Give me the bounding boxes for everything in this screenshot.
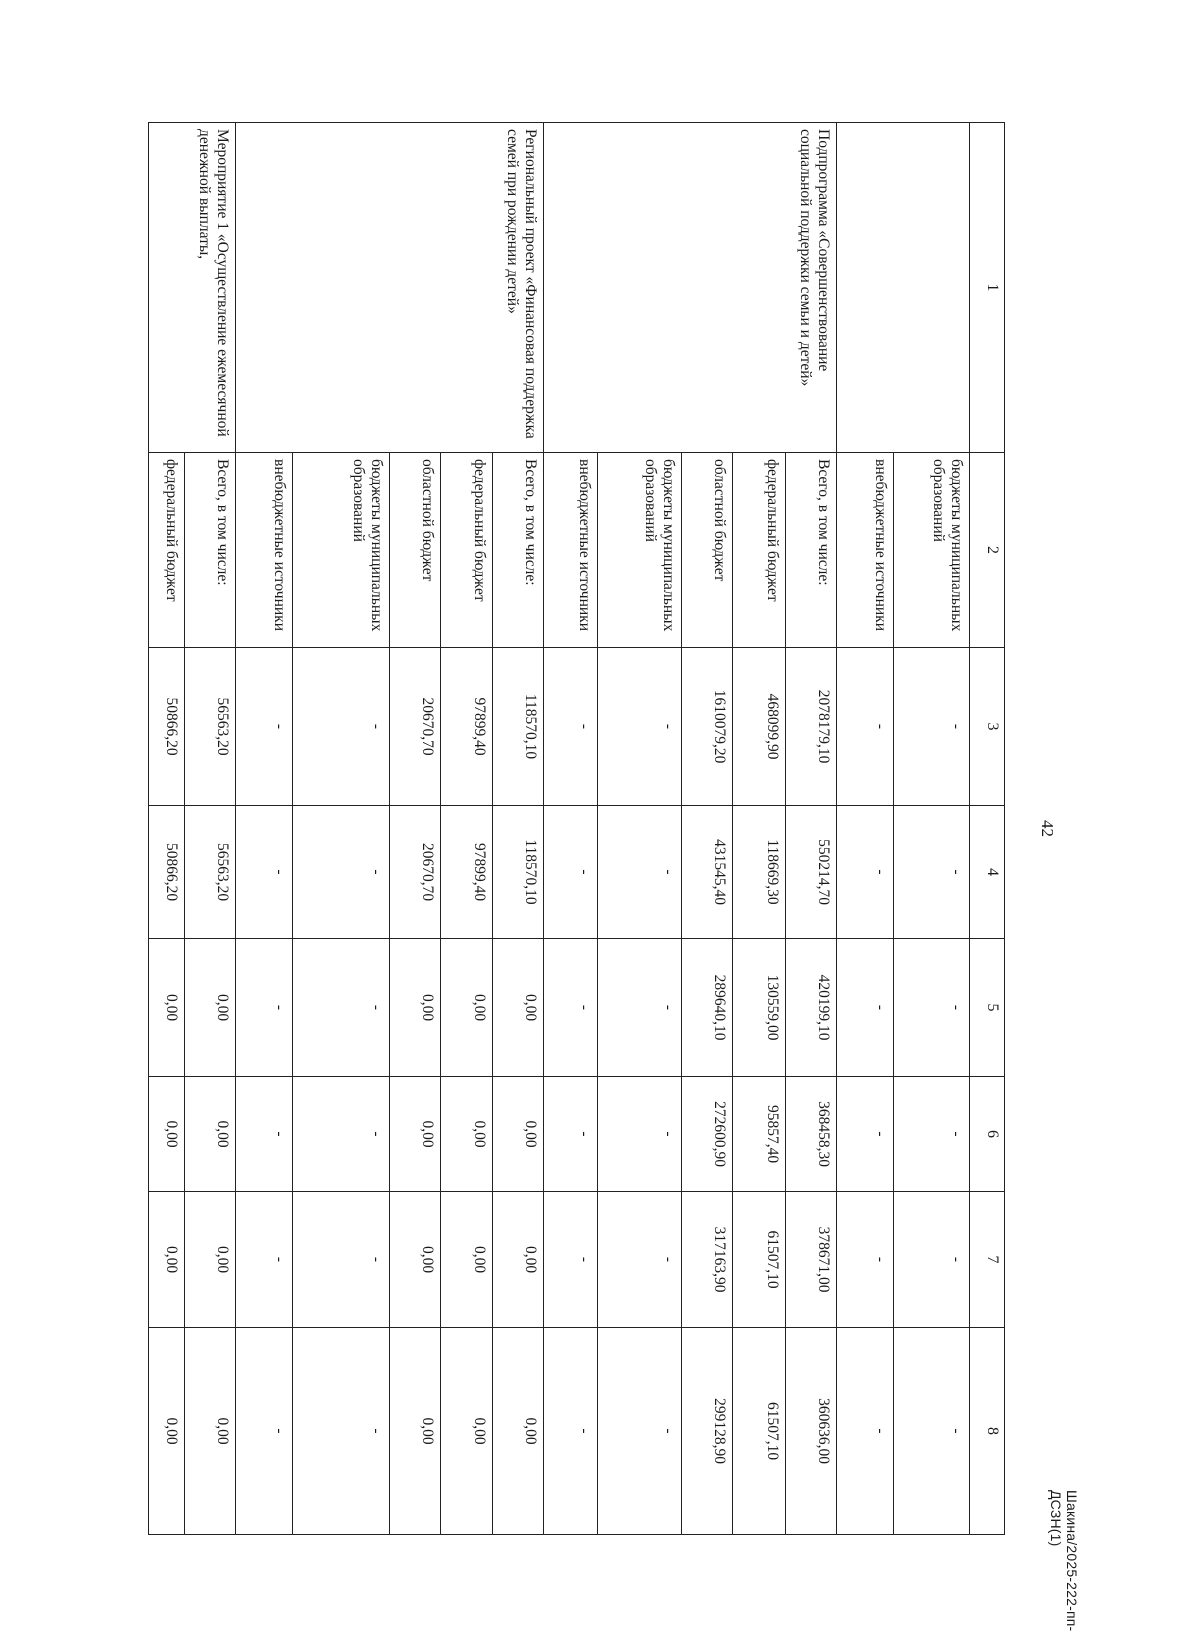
amount-cell: 1610079,20 (682, 648, 733, 806)
amount-cell: 0,00 (441, 939, 493, 1077)
amount-cell: 0,00 (390, 939, 441, 1077)
amount-cell: 130559,00 (733, 939, 786, 1077)
amount-cell: 0,00 (149, 1077, 185, 1192)
amount-cell: 317163,90 (682, 1192, 733, 1328)
amount-cell: 0,00 (441, 1192, 493, 1328)
amount-cell: - (894, 1192, 970, 1328)
amount-cell: 0,00 (441, 1328, 493, 1535)
amount-cell: 0,00 (493, 1328, 544, 1535)
funding-source-cell: внебюджетные источники (236, 453, 293, 648)
section-name-cell: Региональный проект «Финансовая поддержка семей при рождении детей» (236, 123, 544, 453)
amount-cell: - (236, 648, 293, 806)
amount-cell: - (837, 648, 894, 806)
section-name-cell (837, 123, 970, 453)
table-row (894, 123, 970, 1535)
amount-cell: 360636,00 (786, 1328, 837, 1535)
amount-cell: 550214,70 (786, 806, 837, 939)
amount-cell: - (598, 1192, 682, 1328)
amount-cell: 299128,90 (682, 1328, 733, 1535)
amount-cell: - (544, 1192, 598, 1328)
amount-cell: 97899,40 (441, 806, 493, 939)
table-row (493, 123, 544, 1535)
amount-cell: - (837, 939, 894, 1077)
amount-cell: 50866,20 (149, 648, 185, 806)
amount-cell: 97899,40 (441, 648, 493, 806)
amount-cell: 0,00 (493, 1077, 544, 1192)
amount-cell: - (293, 1192, 390, 1328)
budget-table (148, 122, 1005, 1535)
amount-cell: - (894, 939, 970, 1077)
funding-source-cell: федеральный бюджет (733, 453, 786, 648)
column-number: 1 (970, 123, 1005, 453)
funding-source-cell: областной бюджет (682, 453, 733, 648)
funding-source-cell: бюджеты муниципальных образований (293, 453, 390, 648)
amount-cell: 118570,10 (493, 648, 544, 806)
amount-cell: - (598, 939, 682, 1077)
amount-cell: 0,00 (493, 1192, 544, 1328)
amount-cell: - (293, 806, 390, 939)
amount-cell: - (544, 1328, 598, 1535)
amount-cell: 56563,20 (185, 648, 236, 806)
table-row (185, 123, 236, 1535)
amount-cell: 420199,10 (786, 939, 837, 1077)
page-number: 42 (1038, 820, 1057, 837)
column-number: 5 (970, 939, 1005, 1077)
funding-source-cell: Всего, в том числе: (493, 453, 544, 648)
amount-cell: 118669,30 (733, 806, 786, 939)
amount-cell: 0,00 (185, 1077, 236, 1192)
amount-cell: 272600,90 (682, 1077, 733, 1192)
amount-cell: - (236, 1077, 293, 1192)
amount-cell: - (544, 939, 598, 1077)
amount-cell: 431545,40 (682, 806, 733, 939)
amount-cell: 368458,30 (786, 1077, 837, 1192)
amount-cell: - (894, 806, 970, 939)
amount-cell: - (544, 1077, 598, 1192)
funding-source-cell: внебюджетные источники (837, 453, 894, 648)
amount-cell: - (837, 1328, 894, 1535)
amount-cell: 289640,10 (682, 939, 733, 1077)
amount-cell: 0,00 (149, 1328, 185, 1535)
amount-cell: 0,00 (185, 939, 236, 1077)
amount-cell: 20670,70 (390, 806, 441, 939)
column-number: 2 (970, 453, 1005, 648)
section-name-cell: Мероприятие 1 «Осуществление ежемесячной денежной выплаты, (149, 123, 236, 453)
amount-cell: 0,00 (441, 1077, 493, 1192)
amount-cell: - (236, 939, 293, 1077)
funding-source-cell: федеральный бюджет (149, 453, 185, 648)
section-name-cell: Подпрограмма «Совершенствование социальной поддержки семьи и детей» (544, 123, 837, 453)
column-number: 3 (970, 648, 1005, 806)
amount-cell: - (544, 648, 598, 806)
funding-source-cell: Всего, в том числе: (185, 453, 236, 648)
funding-source-cell: Всего, в том числе: (786, 453, 837, 648)
amount-cell: - (598, 648, 682, 806)
amount-cell: - (236, 1192, 293, 1328)
funding-source-cell: внебюджетные источники (544, 453, 598, 648)
amount-cell: 20670,70 (390, 648, 441, 806)
amount-cell: - (293, 939, 390, 1077)
funding-source-cell: бюджеты муниципальных образований (598, 453, 682, 648)
amount-cell: 118570,10 (493, 806, 544, 939)
amount-cell: 61507,10 (733, 1192, 786, 1328)
document-footer: Шакина/2025-222-пп-ДСЗН(1) (1048, 1490, 1080, 1632)
column-number: 8 (970, 1328, 1005, 1535)
amount-cell: 0,00 (390, 1077, 441, 1192)
amount-cell: - (544, 806, 598, 939)
amount-cell: 378671,00 (786, 1192, 837, 1328)
amount-cell: 95857,40 (733, 1077, 786, 1192)
amount-cell: - (598, 1328, 682, 1535)
funding-source-cell: федеральный бюджет (441, 453, 493, 648)
amount-cell: 61507,10 (733, 1328, 786, 1535)
amount-cell: - (837, 1192, 894, 1328)
amount-cell: - (837, 1077, 894, 1192)
amount-cell: 50866,20 (149, 806, 185, 939)
funding-source-cell: бюджеты муниципальных образований (894, 453, 970, 648)
amount-cell: 56563,20 (185, 806, 236, 939)
funding-source-cell: областной бюджет (390, 453, 441, 648)
amount-cell: 0,00 (390, 1192, 441, 1328)
amount-cell: - (293, 1077, 390, 1192)
amount-cell: - (598, 1077, 682, 1192)
amount-cell: - (236, 1328, 293, 1535)
amount-cell: - (293, 648, 390, 806)
amount-cell: 0,00 (149, 939, 185, 1077)
amount-cell: 0,00 (493, 939, 544, 1077)
column-number: 4 (970, 806, 1005, 939)
amount-cell: 0,00 (185, 1328, 236, 1535)
column-number: 7 (970, 1192, 1005, 1328)
amount-cell: 2078179,10 (786, 648, 837, 806)
amount-cell: 0,00 (185, 1192, 236, 1328)
amount-cell: - (894, 1077, 970, 1192)
amount-cell: - (598, 806, 682, 939)
amount-cell: 468099,90 (733, 648, 786, 806)
table-row (786, 123, 837, 1535)
amount-cell: - (293, 1328, 390, 1535)
column-number: 6 (970, 1077, 1005, 1192)
amount-cell: - (236, 806, 293, 939)
amount-cell: 0,00 (149, 1192, 185, 1328)
column-number-row (970, 123, 1005, 1535)
amount-cell: - (837, 806, 894, 939)
amount-cell: 0,00 (390, 1328, 441, 1535)
amount-cell: - (894, 1328, 970, 1535)
amount-cell: - (894, 648, 970, 806)
